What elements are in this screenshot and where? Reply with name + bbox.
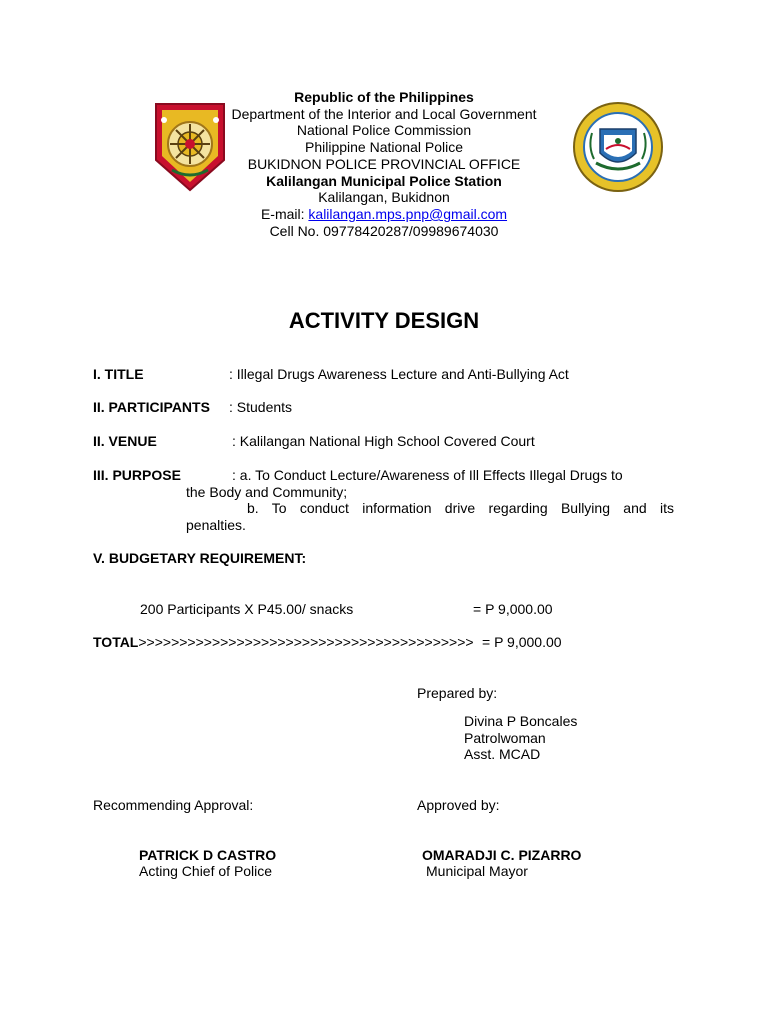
- municipal-seal-logo: [572, 101, 664, 193]
- budget-label: V. BUDGETARY REQUIREMENT:: [93, 550, 307, 566]
- header-republic: Republic of the Philippines: [294, 89, 474, 105]
- header-department: Department of the Interior and Local Government: [231, 106, 537, 122]
- header-provincial-office: BUKIDNON POLICE PROVINCIAL OFFICE: [247, 156, 521, 172]
- header-pnp: Philippine National Police: [305, 139, 463, 155]
- venue-label: II. VENUE: [93, 433, 157, 449]
- approved-by-label: Approved by:: [417, 797, 500, 813]
- recommending-name: PATRICK D CASTRO: [139, 847, 277, 863]
- budget-item: 200 Participants X P45.00/ snacks: [140, 601, 354, 617]
- header-cell: Cell No. 09778420287/09989674030: [269, 223, 499, 239]
- title-value: : Illegal Drugs Awareness Lecture and Anti-Bullying Act: [229, 366, 569, 382]
- participants-label: II. PARTICIPANTS: [93, 399, 210, 415]
- header-station: Kalilangan Municipal Police Station: [266, 173, 502, 189]
- email-label: E-mail:: [260, 206, 309, 222]
- header-email-line: [200, 206, 568, 223]
- total-line: [93, 634, 474, 651]
- prepared-rank: Patrolwoman: [464, 730, 546, 746]
- prepared-by-label: Prepared by:: [417, 685, 498, 701]
- total-arrows: >>>>>>>>>>>>>>>>>>>>>>>>>>>>>>>>>>>>>>>>>: [138, 634, 474, 650]
- purpose-b-line1: b. To conduct information drive regarding Bullying and its: [247, 500, 674, 516]
- email-link[interactable]: kalilangan.mps.pnp@gmail.com: [308, 206, 508, 222]
- title-label: I. TITLE: [93, 366, 144, 382]
- approved-position: Municipal Mayor: [426, 863, 528, 879]
- document-title: ACTIVITY DESIGN: [288, 308, 480, 333]
- header-napolcom: National Police Commission: [296, 122, 472, 138]
- total-label: TOTAL: [93, 634, 139, 650]
- prepared-position: Asst. MCAD: [464, 746, 541, 762]
- prepared-name: Divina P Boncales: [464, 713, 578, 729]
- header-location: Kalilangan, Bukidnon: [318, 189, 450, 205]
- purpose-a-line1: : a. To Conduct Lecture/Awareness of Ill Effects Illegal Drugs to: [232, 467, 623, 483]
- purpose-a-line2: the Body and Community;: [186, 484, 348, 500]
- participants-value: : Students: [229, 399, 293, 415]
- recommending-label: Recommending Approval:: [93, 797, 254, 813]
- recommending-position: Acting Chief of Police: [139, 863, 273, 879]
- purpose-b-line2: penalties.: [186, 517, 246, 533]
- total-amount: = P 9,000.00: [482, 634, 562, 650]
- budget-item-amount: = P 9,000.00: [473, 601, 553, 617]
- purpose-label: III. PURPOSE: [93, 467, 181, 483]
- venue-value: : Kalilangan National High School Covered Court: [232, 433, 535, 449]
- approved-name: OMARADJI C. PIZARRO: [422, 847, 582, 863]
